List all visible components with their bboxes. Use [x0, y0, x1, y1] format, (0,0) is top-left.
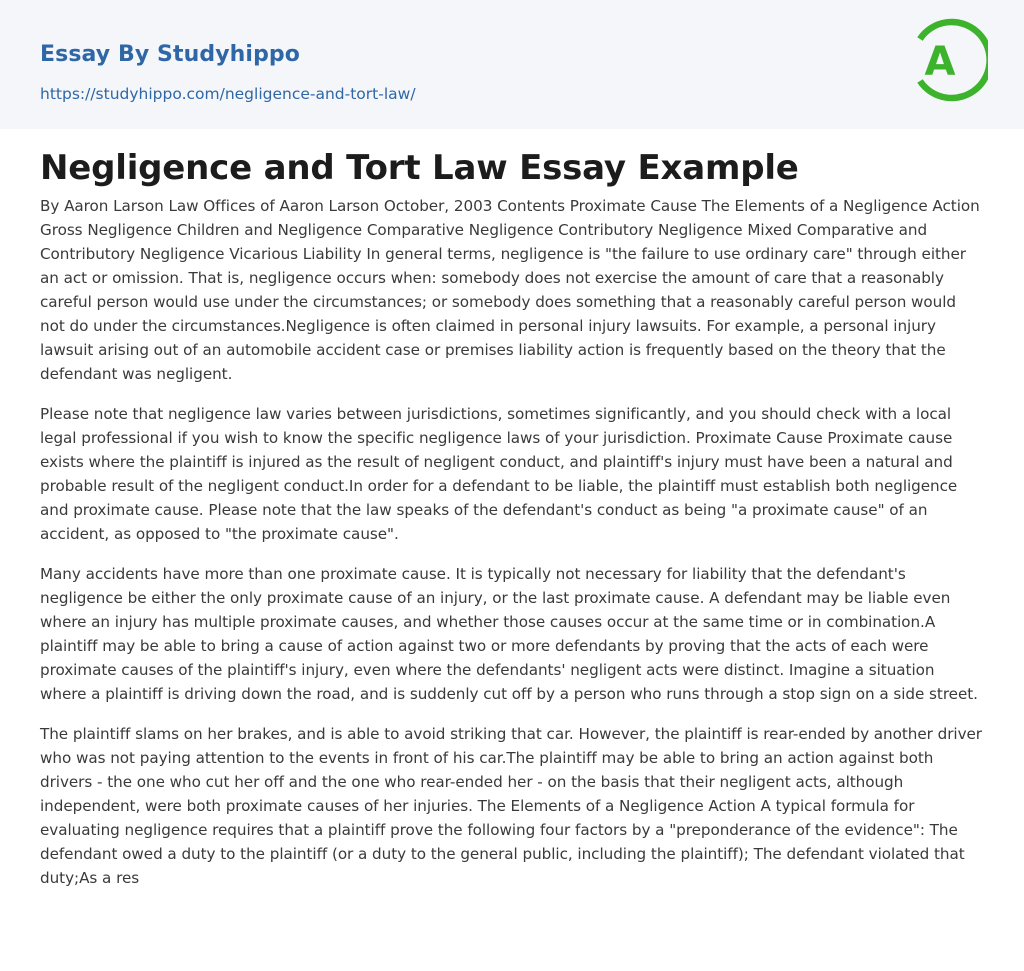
- essay-paragraph: By Aaron Larson Law Offices of Aaron Larson October, 2003 Contents Proximate Cause The Elements of a Negligence Action Gross Negligence Children and Negligence Comparative Negligence Contributory Negligence Mixed Comparative and Contributory Negligence Vicarious Liability In general terms, negligence is "the failure to use ordinary care" through either an act or omission. That is, negligence occurs when: somebody does not exercise the amount of care that a reasonably careful person would use under the circumstances; or somebody does something that a reasonably careful person would not do under the circumstances.Negligence is often claimed in personal injury lawsuits. For example, a personal injury lawsuit arising out of an automobile accident case or premises liability action is frequently based on the theory that the defendant was negligent.: [40, 197, 980, 383]
- essay-paragraph: Many accidents have more than one proximate cause. It is typically not necessary for liability that the defendant's negligence be either the only proximate cause of an injury, or the last proximate cause. A defendant may be liable even where an injury has multiple proximate causes, and whether those causes occur at the same time or in combination.A plaintiff may be able to bring a cause of action against two or more defendants by proving that the acts of each were proximate causes of the plaintiff's injury, even where the defendants' negligent acts were distinct. Imagine a situation where a plaintiff is driving down the road, and is suddenly cut off by a person who runs through a stop sign on a side street.: [40, 565, 978, 703]
- logo-icon: [912, 18, 988, 106]
- essay-paragraph: The plaintiff slams on her brakes, and is able to avoid striking that car. However, the plaintiff is rear-ended by another driver who was not paying attention to the events in front of his car.The plaintiff may be able to bring an action against both drivers - the one who cut her off and the one who rear-ended her - on the basis that their negligent acts, although independent, were both proximate causes of her injuries. The Elements of a Negligence Action A typical formula for evaluating negligence requires that a plaintiff prove the following four factors by a "preponderance of the evidence": The defendant owed a duty to the plaintiff (or a duty to the general public, including the plaintiff); The defendant violated that duty;As a res: [40, 725, 982, 887]
- studyhippo-logo[interactable]: [912, 18, 988, 106]
- essay-body: [40, 194, 984, 906]
- page-title: Negligence and Tort Law Essay Example: [40, 148, 799, 188]
- site-brand[interactable]: Essay By Studyhippo: [40, 42, 300, 67]
- essay-url-link[interactable]: https://studyhippo.com/negligence-and-tort-law/: [40, 85, 416, 103]
- essay-paragraph: Please note that negligence law varies between jurisdictions, sometimes significantly, and you should check with a local legal professional if you wish to know the specific negligence laws of your jurisdiction. Proximate Cause Proximate cause exists where the plaintiff is injured as the result of negligent conduct, and plaintiff's injury must have been a natural and probable result of the negligent conduct.In order for a defendant to be liable, the plaintiff must establish both negligence and proximate cause. Please note that the law speaks of the defendant's conduct as being "a proximate cause" of an accident, as opposed to "the proximate cause".: [40, 405, 958, 543]
- site-header: [0, 0, 1024, 129]
- logo-letter: A: [924, 39, 956, 85]
